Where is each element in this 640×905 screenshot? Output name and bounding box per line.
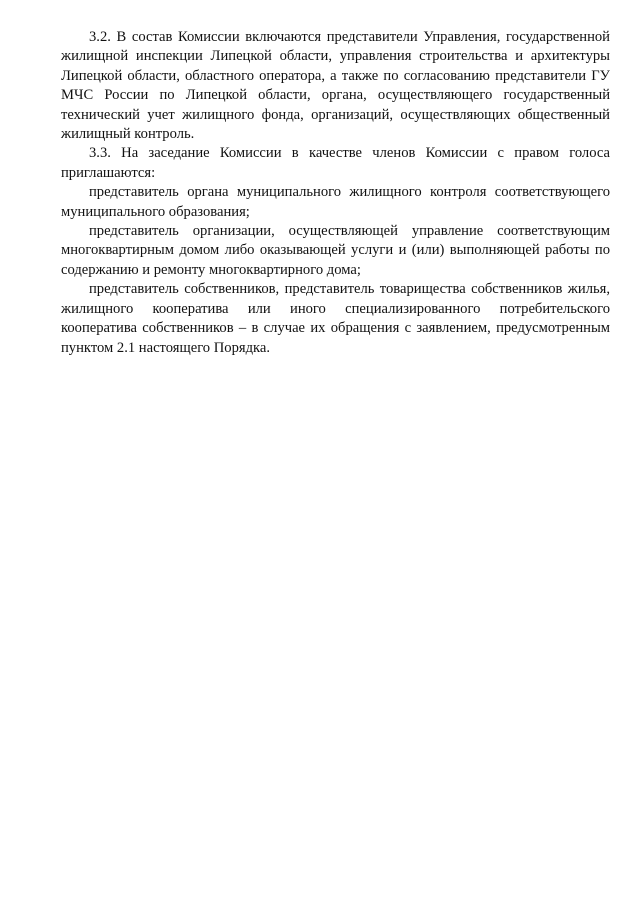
paragraph-3-2: 3.2. В состав Комиссии включаются представители Управления, государственной жилищной инспекции Липецкой области, управления строительства и архитектуры Липецкой области, областного оператора, а также по согласованию представители ГУ МЧС России по Липецкой области, органа, осуществляющего государственный технический учет жилищного фонда, организаций, осуществляющих общественный жилищный контроль. bbox=[61, 29, 610, 143]
document-body bbox=[61, 28, 610, 358]
paragraph-member-owners-rep: представитель собственников, представитель товарищества собственников жилья, жилищного кооператива или иного специализированного потребительского кооператива собственников – в случае их обращения с заявлением, предусмотренным пунктом 2.1 настоящего Порядка. bbox=[61, 281, 610, 356]
paragraph-3-3: 3.3. На заседание Комиссии в качестве членов Комиссии с правом голоса приглашаются: bbox=[61, 145, 610, 181]
paragraph-member-management-org: представитель организации, осуществляющей управление соответствующим многоквартирным домом либо оказывающей услуги и (или) выполняющей работы по содержанию и ремонту многоквартирного дома; bbox=[61, 223, 610, 278]
paragraph-member-municipal-control: представитель органа муниципального жилищного контроля соответствующего муниципального образования; bbox=[61, 184, 610, 220]
